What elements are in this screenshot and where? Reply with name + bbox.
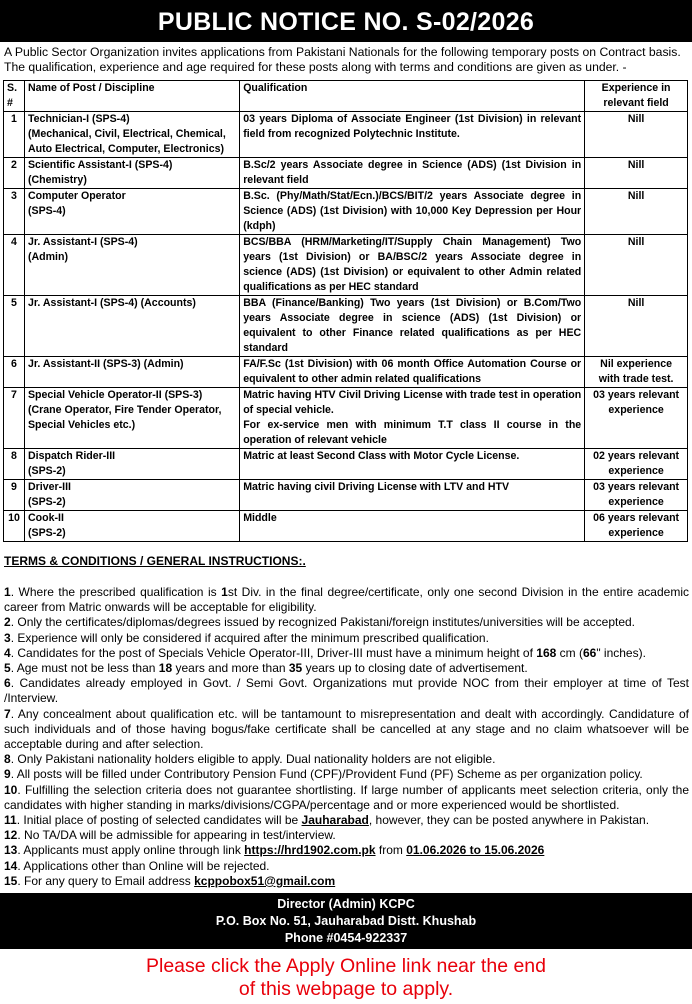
table-row: [4, 357, 688, 388]
post-line: Cook-II: [27, 512, 64, 524]
row-sno: 7: [4, 388, 25, 449]
term-text: . Candidates already employed in Govt. / Semi Govt. Organizations mut provide NOC from their employer at time of Test /Interview.: [4, 676, 689, 706]
term-text: . Age must not be less than: [10, 661, 159, 676]
row-qualification: [240, 296, 585, 357]
post-line: Technician-I (SPS-4): [27, 113, 130, 125]
row-sno: 3: [4, 189, 25, 235]
row-sno: 10: [4, 511, 25, 542]
term-number: 15: [4, 873, 18, 888]
table-row: [4, 296, 688, 357]
post-line: (SPS-2): [27, 527, 66, 539]
term-number: 12: [4, 828, 18, 843]
post-line: (SPS-2): [27, 496, 66, 508]
term-text: . Initial place of posting of selected candidates will be: [16, 813, 302, 828]
row-qualification: [240, 357, 585, 388]
term-text: . Candidates for the post of Specials Vehicle Operator-III, Driver-III must have a minimum height of: [10, 645, 537, 660]
row-qualification: [240, 449, 585, 480]
row-sno: 8: [4, 449, 25, 480]
table-row: [4, 388, 688, 449]
row-qualification: [240, 158, 585, 189]
term-item: [4, 767, 689, 782]
posts-table-body: [4, 112, 688, 542]
intro-paragraph: A Public Sector Organization invites applications from Pakistani Nationals for the following temporary posts on Contract basis. The qualification, experience and age required for these posts along with terms and conditions are given as under. -: [4, 45, 681, 74]
term-number: 7: [4, 706, 11, 721]
row-qualification: [240, 189, 585, 235]
term-text: from: [375, 843, 407, 858]
qualification-line: B.Sc. (Phy/Math/Stat/Ecn.)/BCS/BIT/2 years Associate degree in Science (ADS) (1st Division) with 10,000 Key Depression per Hour (kdph): [243, 190, 582, 232]
post-line: Jr. Assistant-II (SPS-3) (Admin): [27, 358, 184, 370]
term-text: . All posts will be filled under Contributory Pension Fund (CPF)/Provident Fund (PF) Scheme as per organization policy.: [10, 767, 643, 782]
term-text: years up to closing date of advertisement.: [302, 661, 528, 676]
row-experience: Nil experience with trade test.: [585, 357, 688, 388]
term-number: 14: [4, 858, 18, 873]
qualification-line: Matric having civil Driving License with LTV and HTV: [243, 481, 510, 493]
term-item: [4, 828, 689, 843]
header-sno: S. #: [4, 81, 25, 112]
term-text: . Applicants must apply online through link: [17, 843, 245, 858]
row-experience: Nill: [585, 296, 688, 357]
term-text: . For any query to Email address: [17, 873, 195, 888]
signature-title: Director (Admin) KCPC: [277, 897, 415, 912]
posts-table: [3, 80, 688, 542]
row-qualification: [240, 480, 585, 511]
term-text: . No TA/DA will be admissible for appearing in test/interview.: [17, 828, 336, 843]
qualification-line: B.Sc/2 years Associate degree in Science (ADS) (1st Division in relevant field: [243, 159, 582, 186]
post-line: (Crane Operator, Fire Tender Operator, Special Vehicles etc.): [27, 404, 222, 431]
row-sno: 1: [4, 112, 25, 158]
term-item: [4, 843, 689, 858]
row-sno: 6: [4, 357, 25, 388]
row-sno: 4: [4, 235, 25, 296]
row-qualification: [240, 235, 585, 296]
header-experience: Experience in relevant field: [585, 81, 688, 112]
row-post: [24, 388, 239, 449]
term-item: [4, 752, 689, 767]
notice-title: PUBLIC NOTICE NO. S-02/2026: [0, 0, 692, 42]
post-line: Jr. Assistant-I (SPS-4) (Accounts): [27, 297, 196, 309]
row-experience: 02 years relevant experience: [585, 449, 688, 480]
term-item: [4, 646, 689, 661]
term-text: . Experience will only be considered if acquired after the minimum prescribed qualification.: [10, 630, 489, 645]
term-text: 35: [288, 661, 303, 676]
table-header-row: [4, 81, 688, 112]
term-number: 1: [4, 585, 11, 599]
term-text: . Only the certificates/diplomas/degrees issued by recognized Pakistani/foreign institutes/universities will be accepted.: [10, 615, 636, 630]
term-text: . Any concealment about qualification etc. will be tantamount to misrepresentation and dealt with accordingly. Candidature of such individuals and of those having bogus/fake certificate shall be cancelled at any stage and no claim whatsoever will be acceptable during and after selection.: [4, 706, 689, 752]
apply-note-line-2: of this webpage to apply.: [238, 978, 454, 1001]
row-qualification: [240, 388, 585, 449]
term-number: 2: [4, 615, 11, 630]
row-sno: 2: [4, 158, 25, 189]
signature-phone: Phone #0454-922337: [284, 931, 408, 946]
row-post: [24, 296, 239, 357]
row-sno: 9: [4, 480, 25, 511]
post-line: (SPS-2): [27, 465, 66, 477]
term-number: 11: [4, 813, 17, 828]
row-experience: Nill: [585, 112, 688, 158]
terms-list: [4, 585, 689, 889]
table-row: [4, 449, 688, 480]
row-qualification: [240, 112, 585, 158]
term-highlight[interactable]: Jauharabad: [301, 813, 369, 828]
signature-address: P.O. Box No. 51, Jauharabad Distt. Khushab: [215, 914, 477, 929]
term-number: 5: [4, 661, 11, 676]
post-line: (Chemistry): [27, 174, 87, 186]
signature-block: [0, 893, 692, 949]
term-item: [4, 631, 689, 646]
post-line: Dispatch Rider-III: [27, 450, 116, 462]
post-line: (Mechanical, Civil, Electrical, Chemical, Auto Electrical, Computer, Electronics): [27, 128, 226, 155]
apply-note-line-1: Please click the Apply Online link near the end: [146, 955, 546, 978]
qualification-line: FA/F.Sc (1st Division) with 06 month Office Automation Course or equivalent to other admin related qualifications: [243, 358, 582, 385]
term-item: [4, 585, 689, 615]
row-experience: 06 years relevant experience: [585, 511, 688, 542]
apply-online-note: [0, 955, 692, 1001]
table-row: [4, 511, 688, 542]
term-text: , however, they can be posted anywhere in Pakistan.: [368, 813, 650, 828]
table-row: [4, 158, 688, 189]
row-qualification: [240, 511, 585, 542]
row-post: [24, 112, 239, 158]
qualification-line: 03 years Diploma of Associate Engineer (1st Division) in relevant field from recognized Polytechnic Institute.: [243, 113, 582, 140]
term-text: st Div. in the final degree/certificate, only one second Division in the entire academic career from Matric onwards will be acceptable for eligibility.: [4, 585, 689, 615]
row-experience: Nill: [585, 158, 688, 189]
term-text: . Applications other than Online will be rejected.: [17, 858, 270, 873]
post-line: Computer Operator: [27, 190, 126, 202]
row-post: [24, 480, 239, 511]
term-item: [4, 783, 689, 813]
post-line: Jr. Assistant-I (SPS-4): [27, 236, 138, 248]
term-item: [4, 661, 689, 676]
qualification-line: Matric at least Second Class with Motor Cycle License.: [243, 450, 520, 462]
term-item: [4, 615, 689, 630]
row-post: [24, 158, 239, 189]
header-post: Name of Post / Discipline: [24, 81, 239, 112]
term-item: [4, 707, 689, 753]
term-number: 9: [4, 767, 11, 782]
terms-heading: TERMS & CONDITIONS / GENERAL INSTRUCTIONS:.: [4, 554, 306, 568]
row-post: [24, 189, 239, 235]
term-text: cm (: [556, 645, 583, 660]
term-text: 1: [221, 585, 228, 599]
table-row: [4, 480, 688, 511]
term-number: 13: [4, 843, 18, 858]
row-experience: 03 years relevant experience: [585, 480, 688, 511]
post-line: (Admin): [27, 251, 68, 263]
row-post: [24, 357, 239, 388]
term-text: . Only Pakistani nationality holders eligible to apply. Dual nationality holders are not eligible.: [10, 752, 496, 767]
row-sno: 5: [4, 296, 25, 357]
row-experience: Nill: [585, 235, 688, 296]
term-text: 66: [582, 645, 597, 660]
term-number: 4: [4, 645, 11, 660]
term-text: 18: [158, 661, 173, 676]
post-line: Scientific Assistant-I (SPS-4): [27, 159, 173, 171]
term-item: [4, 813, 689, 828]
post-line: (SPS-4): [27, 205, 66, 217]
table-row: [4, 189, 688, 235]
qualification-line: Matric having HTV Civil Driving License with trade test in operation of special vehicle.: [243, 389, 582, 416]
row-post: [24, 511, 239, 542]
term-item: [4, 859, 689, 874]
row-experience: 03 years relevant experience: [585, 388, 688, 449]
term-text: 168: [536, 645, 557, 660]
qualification-line: BBA (Finance/Banking) Two years (1st Division) or B.Com/Two years Associate degree in science (ADS) (1st Division) or equivalent to other Finance related qualifications as per HEC standard: [243, 297, 582, 354]
term-text: " inches).: [596, 645, 646, 660]
term-number: 10: [4, 782, 18, 797]
term-number: 8: [4, 752, 11, 767]
term-number: 6: [4, 676, 11, 691]
term-highlight[interactable]: https://hrd1902.com.pk: [244, 843, 376, 858]
term-highlight[interactable]: 01.06.2026 to 15.06.2026: [406, 843, 545, 858]
post-line: Driver-III: [27, 481, 71, 493]
row-post: [24, 449, 239, 480]
term-item: [4, 874, 689, 889]
term-text: . Where the prescribed qualification is: [10, 585, 222, 599]
term-text: . Fulfilling the selection criteria does not guarantee shortlisting. If large number of applicants meet selection criteria, only the candidates with higher standing in marks/divisions/CGPA/percentage and or more experienced would be shortlisted.: [4, 782, 689, 812]
post-line: Special Vehicle Operator-II (SPS-3): [27, 389, 203, 401]
table-row: [4, 235, 688, 296]
qualification-line: BCS/BBA (HRM/Marketing/IT/Supply Chain Management) Two years (1st Division) or BA/BSC/2 years Associate degree in science (ADS) (1st Division) or equivalent to other Admin related qualifications as per HEC standard: [243, 236, 582, 293]
term-item: [4, 676, 689, 706]
term-number: 3: [4, 630, 11, 645]
row-post: [24, 235, 239, 296]
table-row: [4, 112, 688, 158]
term-highlight[interactable]: kcppobox51@gmail.com: [194, 873, 336, 888]
header-qualification: Qualification: [240, 81, 585, 112]
qualification-line: For ex-service men with minimum T.T class II course in the operation of relevant vehicle: [243, 419, 582, 446]
row-experience: Nill: [585, 189, 688, 235]
qualification-line: Middle: [243, 512, 277, 524]
term-text: years and more than: [172, 661, 289, 676]
